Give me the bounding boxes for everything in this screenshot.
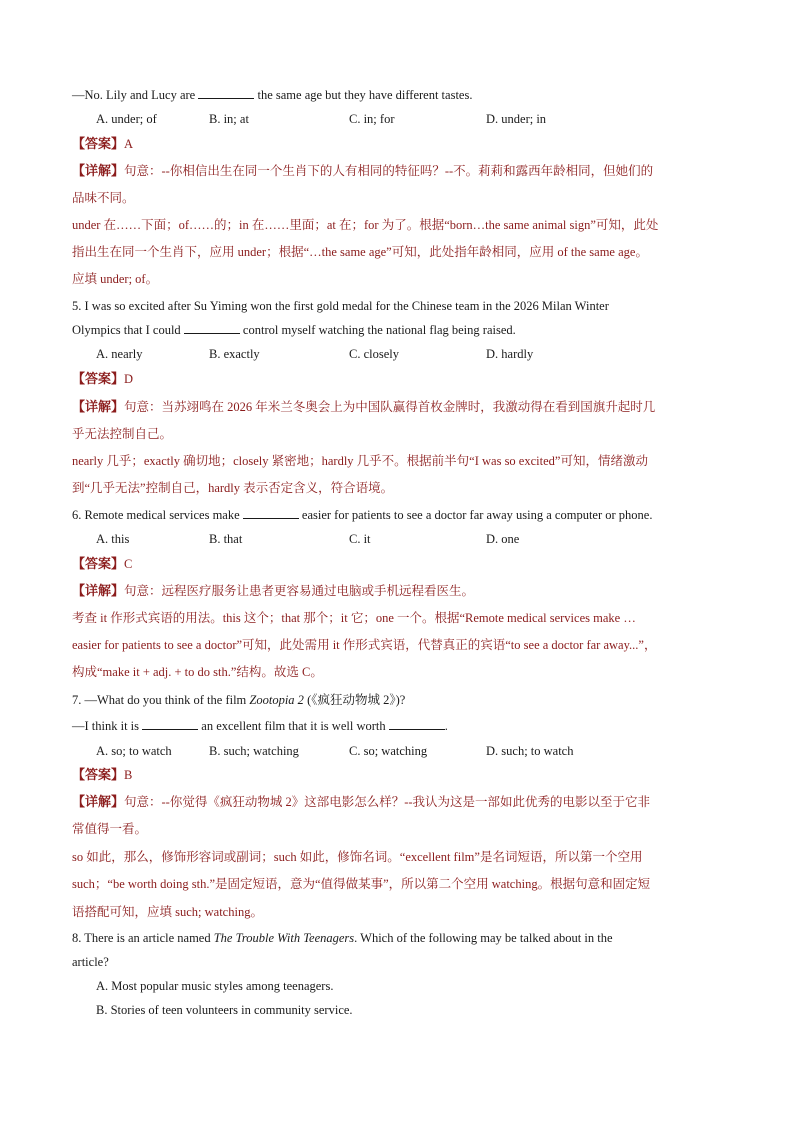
q4-detail-line: 品味不同。	[72, 191, 135, 205]
q6-stem: 6. Remote medical services make easier for patients to see a doctor far away using a computer or phone.	[72, 508, 653, 522]
q7-detail-line: so 如此，那么，修饰形容词或副词；such 如此，修饰名词。“excellent film”是名词短语，所以第一个空用	[72, 850, 643, 864]
option-a: A. nearly	[96, 347, 143, 361]
option-b: B. exactly	[209, 347, 260, 361]
blank	[184, 321, 240, 334]
q7-detail-line: such；“be worth doing sth.”是固定短语，意为“值得做某事”，所以第二个空用 watching。根据句意和固定短	[72, 877, 651, 891]
q7-detail-line: 语搭配可知，应填 such; watching。	[72, 905, 263, 919]
q4-options	[96, 110, 716, 128]
q5-answer: 【答案】D	[72, 372, 134, 387]
q5-detail-line: nearly 几乎；exactly 确切地；closely 紧密地；hardly 几乎不。根据前半句“I was so excited”可知，情绪激动	[72, 454, 648, 468]
option-a: A. so; to watch	[96, 744, 172, 758]
q4-detail-line: 指出生在同一个生肖下，应用 under；根据“…the same age”可知，此处指年龄相同，应用 of the same age。	[72, 245, 648, 259]
q4-detail-line: under 在……下面；of……的；in 在……里面；at 在；for 为了。根据“born…the same animal sign”可知，此处	[72, 218, 659, 232]
blank	[243, 506, 299, 519]
q7-detail: 【详解】句意：--你觉得《疯狂动物城 2》这部电影怎么样？--我认为这是一部如此优秀的电影以至于它非	[72, 795, 651, 810]
blank	[198, 86, 254, 99]
option-a: A. under; of	[96, 112, 157, 126]
q5-detail-line: 乎无法控制自己。	[72, 427, 173, 441]
q6-detail: 【详解】句意：远程医疗服务让患者更容易通过电脑或手机远程看医生。	[72, 584, 475, 599]
q5-stem: 5. I was so excited after Su Yiming won the first gold medal for the Chinese team in the 2026 Milan Winter	[72, 299, 609, 313]
q5-detail-line: 到“几乎无法”控制自己，hardly 表示否定含义，符合语境。	[72, 481, 394, 495]
q4-stem: —No. Lily and Lucy are the same age but they have different tastes.	[72, 88, 473, 102]
option-b: B. Stories of teen volunteers in community service.	[96, 1003, 353, 1017]
option-c: C. it	[349, 532, 371, 546]
option-b: B. in; at	[209, 112, 249, 126]
q6-detail-line: 考查 it 作形式宾语的用法。this 这个；that 那个；it 它；one 一个。根据“Remote medical services make …	[72, 611, 636, 625]
option-d: D. under; in	[486, 112, 547, 126]
q7-answer: 【答案】B	[72, 768, 133, 783]
option-d: D. hardly	[486, 347, 534, 361]
q6-detail-line: 构成“make it + adj. + to do sth.”结构。故选 C。	[72, 665, 323, 679]
option-a: A. Most popular music styles among teenagers.	[96, 979, 334, 993]
option-b: B. such; watching	[209, 744, 299, 758]
option-d: D. such; to watch	[486, 744, 574, 758]
q7-stem-line: —I think it is an excellent film that it is well worth .	[72, 719, 448, 733]
q5-options	[96, 345, 716, 363]
option-c: C. in; for	[349, 112, 395, 126]
q6-options	[96, 530, 716, 548]
q4-detail: 【详解】句意：--你相信出生在同一个生肖下的人有相同的特征吗？--不。莉莉和露西年龄相同，但她们的	[72, 164, 654, 179]
blank	[142, 717, 198, 730]
q7-options	[96, 742, 716, 760]
option-c: C. closely	[349, 347, 399, 361]
option-a: A. this	[96, 532, 130, 546]
option-c: C. so; watching	[349, 744, 428, 758]
q4-detail-line: 应填 under; of。	[72, 272, 159, 286]
q8-stem: 8. There is an article named The Trouble With Teenagers. Which of the following may be talked about in the	[72, 931, 613, 945]
q7-stem: 7. —What do you think of the film Zootopia 2 (《疯狂动物城 2》)?	[72, 693, 406, 707]
q6-answer: 【答案】C	[72, 557, 133, 572]
q8-stem-line: article?	[72, 955, 109, 969]
q5-detail: 【详解】句意：当苏翊鸣在 2026 年米兰冬奥会上为中国队赢得首枚金牌时，我激动得在看到国旗升起时几	[72, 400, 656, 415]
option-b: B. that	[209, 532, 243, 546]
q6-detail-line: easier for patients to see a doctor”可知，此处需用 it 作形式宾语，代替真正的宾语“to see a doctor far away...”，	[72, 638, 657, 652]
option-d: D. one	[486, 532, 520, 546]
q4-answer: 【答案】A	[72, 137, 134, 152]
q7-detail-line: 常值得一看。	[72, 822, 148, 836]
blank	[389, 717, 445, 730]
q5-stem-line: Olympics that I could control myself watching the national flag being raised.	[72, 323, 516, 337]
